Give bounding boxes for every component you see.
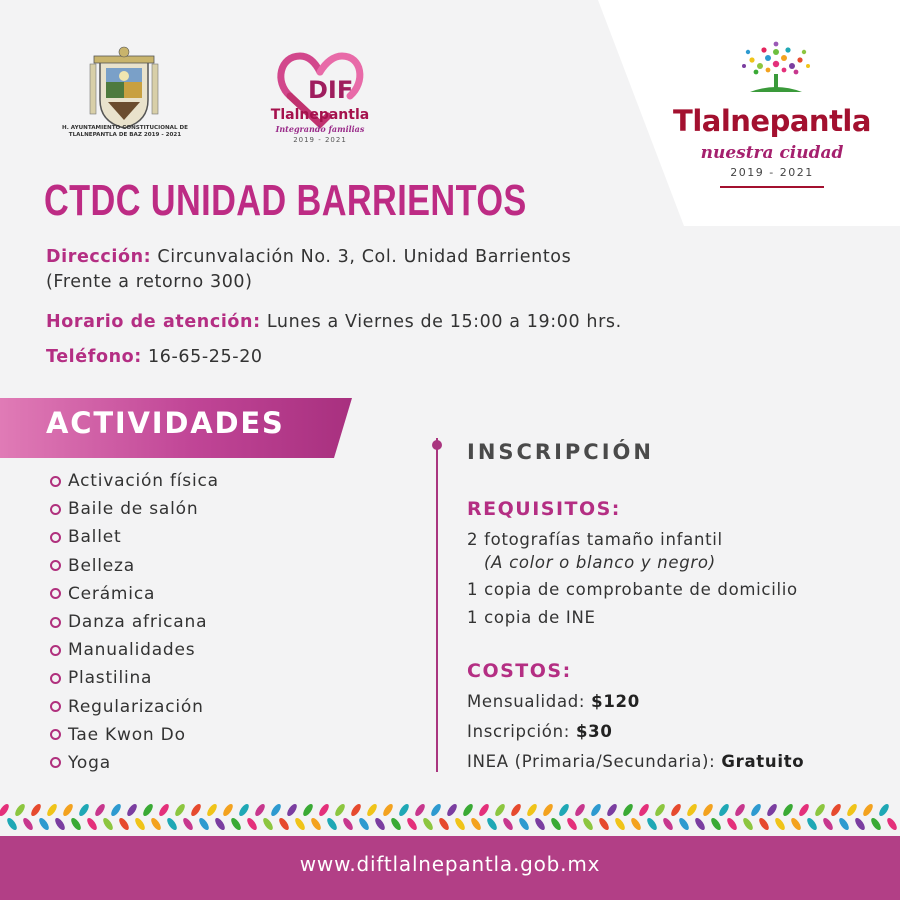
leaf-icon bbox=[789, 816, 802, 831]
leaf-icon bbox=[829, 802, 842, 817]
cost-enroll bbox=[467, 722, 613, 741]
leaf-icon bbox=[573, 802, 586, 817]
activity-label: Cerámica bbox=[68, 583, 156, 604]
leaf-icon bbox=[581, 816, 594, 831]
activity-label: Regularización bbox=[68, 696, 204, 717]
leaf-icon bbox=[749, 802, 762, 817]
leaf-icon bbox=[373, 816, 386, 831]
address-line-2: (Frente a retorno 300) bbox=[46, 272, 253, 292]
leaf-icon bbox=[429, 802, 442, 817]
leaf-icon bbox=[805, 816, 818, 831]
leaf-icon bbox=[173, 802, 186, 817]
leaf-icon bbox=[853, 816, 866, 831]
bullet-icon bbox=[50, 560, 61, 571]
leaf-icon bbox=[157, 802, 170, 817]
section-divider bbox=[436, 438, 438, 772]
leaf-icon bbox=[541, 802, 554, 817]
leaf-icon bbox=[141, 802, 154, 817]
leaf-icon bbox=[741, 816, 754, 831]
list-item bbox=[50, 552, 219, 580]
hours-row bbox=[46, 310, 622, 334]
leaf-icon bbox=[885, 816, 898, 831]
city-logo-tagline: nuestra ciudad bbox=[700, 143, 844, 163]
leaf-icon bbox=[117, 816, 130, 831]
dif-years: 2019 - 2021 bbox=[293, 136, 347, 144]
bullet-icon bbox=[50, 701, 61, 712]
leaf-icon bbox=[45, 802, 58, 817]
leaf-icon bbox=[557, 802, 570, 817]
leaf-icon bbox=[797, 802, 810, 817]
leaf-icon bbox=[29, 802, 42, 817]
inea-label: INEA (Primaria/Secundaria): bbox=[467, 752, 716, 771]
leaf-icon bbox=[765, 802, 778, 817]
cost-inea bbox=[467, 752, 804, 771]
leaf-icon bbox=[453, 816, 466, 831]
list-item bbox=[50, 495, 219, 523]
activity-label: Plastilina bbox=[68, 668, 153, 689]
activity-label: Belleza bbox=[68, 555, 135, 576]
city-logo-name: Tlalnepantla bbox=[673, 104, 871, 138]
leaf-icon bbox=[341, 816, 354, 831]
divider-dot-icon bbox=[432, 440, 442, 450]
inscription-title: INSCRIPCIÓN bbox=[467, 440, 654, 464]
leaf-icon bbox=[509, 802, 522, 817]
leaf-icon bbox=[229, 816, 242, 831]
leaf-icon bbox=[869, 816, 882, 831]
leaf-icon bbox=[517, 816, 530, 831]
leaf-icon bbox=[877, 802, 890, 817]
leaf-icon bbox=[61, 802, 74, 817]
leaf-icon bbox=[333, 802, 346, 817]
city-logo-years: 2019 - 2021 bbox=[730, 166, 814, 179]
leaf-icon bbox=[277, 816, 290, 831]
leaf-icon bbox=[181, 816, 194, 831]
dif-wordmark: DIF bbox=[308, 76, 354, 104]
inea-value: Gratuito bbox=[721, 752, 805, 771]
activity-label: Manualidades bbox=[68, 640, 196, 661]
leaf-icon bbox=[733, 802, 746, 817]
leaf-icon bbox=[525, 802, 538, 817]
leaf-icon bbox=[397, 802, 410, 817]
leaf-icon bbox=[589, 802, 602, 817]
leaf-icon bbox=[845, 802, 858, 817]
leaf-icon bbox=[837, 816, 850, 831]
leaf-icon bbox=[213, 816, 226, 831]
leaf-icon bbox=[605, 802, 618, 817]
address-line-1 bbox=[46, 245, 571, 269]
phone-row bbox=[46, 345, 263, 369]
activity-label: Activación física bbox=[68, 471, 219, 492]
leaf-icon bbox=[309, 816, 322, 831]
leaf-icon bbox=[637, 802, 650, 817]
address-label: Dirección: bbox=[46, 247, 152, 267]
monthly-label: Mensualidad: bbox=[467, 692, 586, 711]
leaf-icon bbox=[701, 802, 714, 817]
leaf-icon bbox=[349, 802, 362, 817]
bullet-icon bbox=[50, 532, 61, 543]
leaf-icon bbox=[125, 802, 138, 817]
leaf-icon bbox=[685, 802, 698, 817]
cost-monthly bbox=[467, 692, 640, 711]
leaf-icon bbox=[389, 816, 402, 831]
leaf-icon bbox=[269, 802, 282, 817]
leaf-icon bbox=[13, 802, 26, 817]
bullet-icon bbox=[50, 504, 61, 515]
bullet-icon bbox=[50, 476, 61, 487]
leaf-icon bbox=[5, 816, 18, 831]
leaf-icon bbox=[405, 816, 418, 831]
leaf-icon bbox=[653, 802, 666, 817]
city-logo-divider bbox=[720, 186, 824, 188]
leaf-icon bbox=[421, 816, 434, 831]
list-item bbox=[50, 580, 219, 608]
leaf-icon bbox=[301, 802, 314, 817]
leaf-icon bbox=[221, 802, 234, 817]
leaf-icon bbox=[445, 802, 458, 817]
leaf-icon bbox=[197, 816, 210, 831]
leaf-icon bbox=[133, 816, 146, 831]
list-item bbox=[50, 721, 219, 749]
address-value: Circunvalación No. 3, Col. Unidad Barrientos bbox=[157, 247, 572, 267]
leaf-icon bbox=[725, 816, 738, 831]
leaf-icon bbox=[101, 816, 114, 831]
leaf-icon bbox=[149, 816, 162, 831]
leaf-icon bbox=[645, 816, 658, 831]
leaf-icon bbox=[0, 802, 11, 817]
leaf-icon bbox=[365, 802, 378, 817]
activities-list bbox=[50, 467, 219, 777]
list-item bbox=[50, 636, 219, 664]
leaf-icon bbox=[597, 816, 610, 831]
leaf-icon bbox=[549, 816, 562, 831]
leaf-icon bbox=[709, 816, 722, 831]
leaf-icon bbox=[261, 816, 274, 831]
leaf-icon bbox=[293, 816, 306, 831]
leaf-icon bbox=[821, 816, 834, 831]
list-item bbox=[50, 467, 219, 495]
leaf-icon bbox=[357, 816, 370, 831]
activity-label: Danza africana bbox=[68, 612, 208, 633]
leaf-icon bbox=[93, 802, 106, 817]
activities-title: ACTIVIDADES bbox=[46, 406, 285, 440]
dif-city-name: Tlalnepantla bbox=[270, 107, 370, 123]
hours-value: Lunes a Viernes de 15:00 a 19:00 hrs. bbox=[266, 312, 622, 332]
leaf-icon bbox=[485, 816, 498, 831]
leaf-icon bbox=[285, 802, 298, 817]
leaf-icon bbox=[53, 816, 66, 831]
enroll-value: $30 bbox=[575, 722, 613, 741]
leaf-icon bbox=[501, 816, 514, 831]
bullet-icon bbox=[50, 757, 61, 768]
leaf-icon bbox=[77, 802, 90, 817]
bullet-icon bbox=[50, 588, 61, 599]
leaf-icon bbox=[661, 816, 674, 831]
bullet-icon bbox=[50, 645, 61, 656]
requirements-title: REQUISITOS: bbox=[467, 498, 621, 520]
leaf-icon bbox=[629, 816, 642, 831]
leaf-icon bbox=[317, 802, 330, 817]
leaf-icon bbox=[165, 816, 178, 831]
leaf-icon bbox=[781, 802, 794, 817]
tree-icon bbox=[734, 40, 818, 102]
bullet-icon bbox=[50, 729, 61, 740]
req-photos: 2 fotografías tamaño infantil bbox=[467, 530, 723, 549]
leaf-icon bbox=[669, 802, 682, 817]
leaf-icon bbox=[109, 802, 122, 817]
leaf-icon bbox=[757, 816, 770, 831]
leaf-icon bbox=[861, 802, 874, 817]
ayuntamiento-caption: H. AYUNTAMIENTO CONSTITUCIONAL DE TLALNEPANTLA DE BAZ 2019 - 2021 bbox=[62, 125, 188, 138]
leaf-icon bbox=[237, 802, 250, 817]
leaf-icon bbox=[245, 816, 258, 831]
leaf-icon bbox=[621, 802, 634, 817]
bullet-icon bbox=[50, 673, 61, 684]
list-item bbox=[50, 693, 219, 721]
list-item bbox=[50, 664, 219, 692]
leaf-icon bbox=[189, 802, 202, 817]
req-photos-note: (A color o blanco y negro) bbox=[484, 553, 716, 572]
req-address: 1 copia de comprobante de domicilio bbox=[467, 580, 798, 599]
leaf-icon bbox=[85, 816, 98, 831]
hours-label: Horario de atención: bbox=[46, 312, 261, 332]
list-item bbox=[50, 523, 219, 551]
leaf-icon bbox=[461, 802, 474, 817]
leaf-icon bbox=[381, 802, 394, 817]
enroll-label: Inscripción: bbox=[467, 722, 571, 741]
req-ine: 1 copia de INE bbox=[467, 608, 596, 627]
leaf-icon bbox=[773, 816, 786, 831]
phone-label: Teléfono: bbox=[46, 347, 142, 367]
leaf-icon bbox=[69, 816, 82, 831]
activity-label: Baile de salón bbox=[68, 499, 199, 520]
leaf-icon bbox=[477, 802, 490, 817]
leaf-icon bbox=[37, 816, 50, 831]
leaf-icon bbox=[565, 816, 578, 831]
leaf-icon bbox=[21, 816, 34, 831]
phone-value: 16-65-25-20 bbox=[148, 347, 263, 367]
leaf-icon bbox=[677, 816, 690, 831]
leaf-icon bbox=[437, 816, 450, 831]
website-link[interactable]: www.diftlalnepantla.gob.mx bbox=[299, 852, 601, 876]
dif-tagline: Integrando familias bbox=[275, 124, 365, 134]
leaf-icon bbox=[205, 802, 218, 817]
activity-label: Ballet bbox=[68, 527, 122, 548]
leaf-icon bbox=[413, 802, 426, 817]
leaf-pattern-border bbox=[0, 800, 900, 834]
leaf-icon bbox=[717, 802, 730, 817]
list-item bbox=[50, 749, 219, 777]
leaf-icon bbox=[533, 816, 546, 831]
leaf-icon bbox=[469, 816, 482, 831]
leaf-icon bbox=[813, 802, 826, 817]
leaf-icon bbox=[493, 802, 506, 817]
activity-label: Tae Kwon Do bbox=[68, 724, 186, 745]
leaf-icon bbox=[613, 816, 626, 831]
costs-title: COSTOS: bbox=[467, 660, 572, 682]
activity-label: Yoga bbox=[68, 752, 111, 773]
list-item bbox=[50, 608, 219, 636]
monthly-value: $120 bbox=[591, 692, 640, 711]
page-title: CTDC UNIDAD BARRIENTOS bbox=[44, 176, 527, 225]
leaf-icon bbox=[325, 816, 338, 831]
leaf-icon bbox=[253, 802, 266, 817]
leaf-icon bbox=[693, 816, 706, 831]
bullet-icon bbox=[50, 617, 61, 628]
